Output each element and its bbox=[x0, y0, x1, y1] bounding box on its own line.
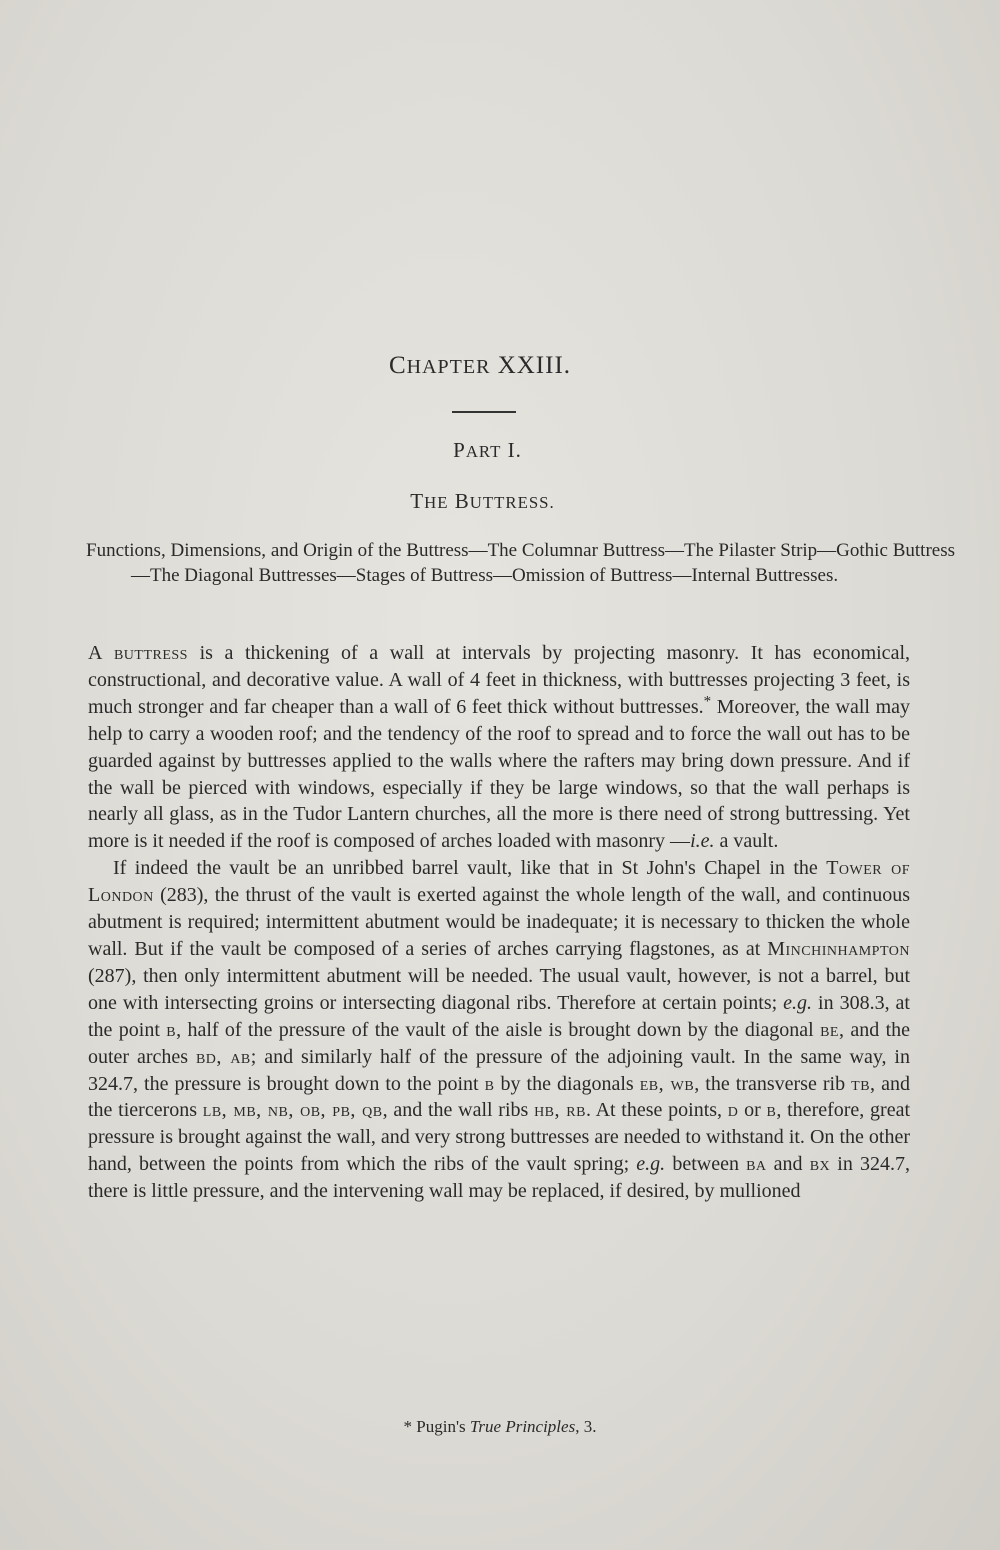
para1-ie: i.e. bbox=[690, 830, 715, 853]
p2-l-bx: bx bbox=[809, 1153, 831, 1176]
p2-t14: , therefore, great pressure is brought against the wall, and very strong buttresses are needed to withstand it. On the other hand, between the points from which the ribs of the vault spring; bbox=[88, 1099, 911, 1176]
chapter-title-word: HAPTER bbox=[406, 356, 491, 378]
p2-t12: . At these points, bbox=[585, 1099, 728, 1122]
part-title-word: ART bbox=[465, 442, 502, 461]
footnote-author: Pugin's bbox=[412, 1417, 470, 1436]
p2-eg2: e.g. bbox=[636, 1153, 666, 1176]
section-title-word-2: UTTRESS. bbox=[469, 493, 555, 512]
p2-t5: , half of the pressure of the vault of the aisle is brought down by the diagonal bbox=[176, 1018, 821, 1041]
part-number: I. bbox=[507, 438, 522, 462]
p2-l-hb-rb: hb, rb bbox=[534, 1099, 586, 1122]
section-title bbox=[0, 489, 965, 514]
p2-l-bd-ab: bd, ab bbox=[195, 1045, 251, 1068]
footnote-page: , 3. bbox=[575, 1417, 597, 1436]
p2-t3: (287), then only intermittent abutment will be needed. The usual vault, however, is not a barrel, but one with intersecting groins or intersecting diagonal ribs. Therefore at certain points; bbox=[88, 964, 910, 1014]
section-title-initial-2: B bbox=[454, 489, 470, 513]
p2-t8: by the diagonals bbox=[494, 1072, 640, 1095]
p2-t15: between bbox=[665, 1153, 747, 1176]
para1-text-b: Moreover, the wall may help to carry a wooden roof; and the tendency of the roof to spread and to force the wall out has to be guarded against by buttresses applied to the walls where the rafters may bring down pressure. And if the wall be pierced with windows, especially if they be large windows, so that the wall perhaps is nearly all glass, as in the Tudor Lantern churches, all the more is there need of strong buttressing. Yet more is it needed if the roof is composed of arches loaded with masonry — bbox=[88, 695, 910, 853]
place-name-minchinhampton: Minchinhampton bbox=[767, 937, 910, 960]
p2-t4: in 308.3, at the point bbox=[88, 991, 910, 1041]
p2-t6: , and the outer arches bbox=[88, 1018, 911, 1068]
chapter-number: XXIII. bbox=[497, 352, 572, 379]
chapter-summary: Functions, Dimensions, and Origin of the Buttress—The Columnar Buttress—The Pilaster Strip—Gothic Buttress—The Diagonal Buttresses—Stages of Buttress—Omission of Buttress—Internal Buttresses. bbox=[86, 540, 955, 586]
footnote-work-title: True Principles bbox=[469, 1417, 576, 1436]
part-title bbox=[0, 438, 975, 463]
para1-text-a: is a thickening of a wall at intervals by projecting masonry. It has economical, constructional, and decorative value. A wall of 4 feet in thickness, with buttresses projecting 3 feet, is much stronger and far cheaper than a wall of 6 feet thick without buttresses. bbox=[88, 642, 910, 718]
p2-l-b3: b bbox=[766, 1099, 777, 1122]
chapter-title bbox=[0, 352, 960, 380]
chapter-title-initial: C bbox=[388, 352, 407, 379]
body-text bbox=[88, 640, 910, 1205]
p2-t9: , the transverse rib bbox=[694, 1072, 852, 1095]
paragraph-2 bbox=[88, 855, 910, 1205]
footnote bbox=[0, 1417, 1000, 1437]
p2-l-ba: ba bbox=[746, 1153, 767, 1176]
p2-eg1: e.g. bbox=[783, 991, 813, 1014]
title-divider bbox=[452, 411, 516, 413]
p2-t7: ; and similarly half of the pressure of the adjoining vault. In the same way, in 324.7, the pressure is brought down to the point bbox=[88, 1045, 910, 1095]
p2-l-be: be bbox=[820, 1018, 839, 1041]
p2-l-b2: b bbox=[484, 1072, 495, 1095]
p2-t2: (283), the thrust of the vault is exerted against the whole length of the wall, and continuous abutment is required; intermittent abutment would be inadequate; it is necessary to thicken the whole wall. But if the vault be composed of a series of arches carrying flagstones, as at bbox=[88, 884, 910, 960]
para1-text-c: a vault. bbox=[714, 830, 779, 853]
section-title-initial-1: T bbox=[410, 489, 425, 513]
section-title-word-1: HE bbox=[424, 493, 449, 512]
paragraph-1 bbox=[88, 640, 910, 855]
place-name-tower-of-london: Tower of London bbox=[88, 857, 910, 907]
footnote-mark: * bbox=[403, 1417, 413, 1436]
p2-t13: or bbox=[738, 1099, 767, 1122]
p2-l-eb-wb: eb, wb bbox=[639, 1072, 695, 1095]
p2-t1: If indeed the vault be an unribbed barrel vault, like that in St John's Chapel in the bbox=[113, 857, 827, 880]
p2-t11: , and the wall ribs bbox=[382, 1099, 535, 1122]
p2-l-d: d bbox=[727, 1099, 739, 1122]
p2-l-tierc: lb, mb, nb, ob, pb, qb bbox=[202, 1099, 383, 1122]
lead-words: A buttress bbox=[88, 642, 188, 664]
p2-t17: in 324.7, there is little pressure, and the intervening wall may be replaced, if desired, by mullioned bbox=[88, 1153, 910, 1203]
part-title-initial: P bbox=[453, 438, 466, 462]
p2-l-tb: tb bbox=[851, 1072, 871, 1095]
p2-l-b1: b bbox=[166, 1018, 177, 1041]
footnote-reference: * bbox=[703, 693, 712, 710]
p2-t16: and bbox=[766, 1153, 810, 1176]
p2-t10: , and the tiercerons bbox=[88, 1072, 910, 1122]
